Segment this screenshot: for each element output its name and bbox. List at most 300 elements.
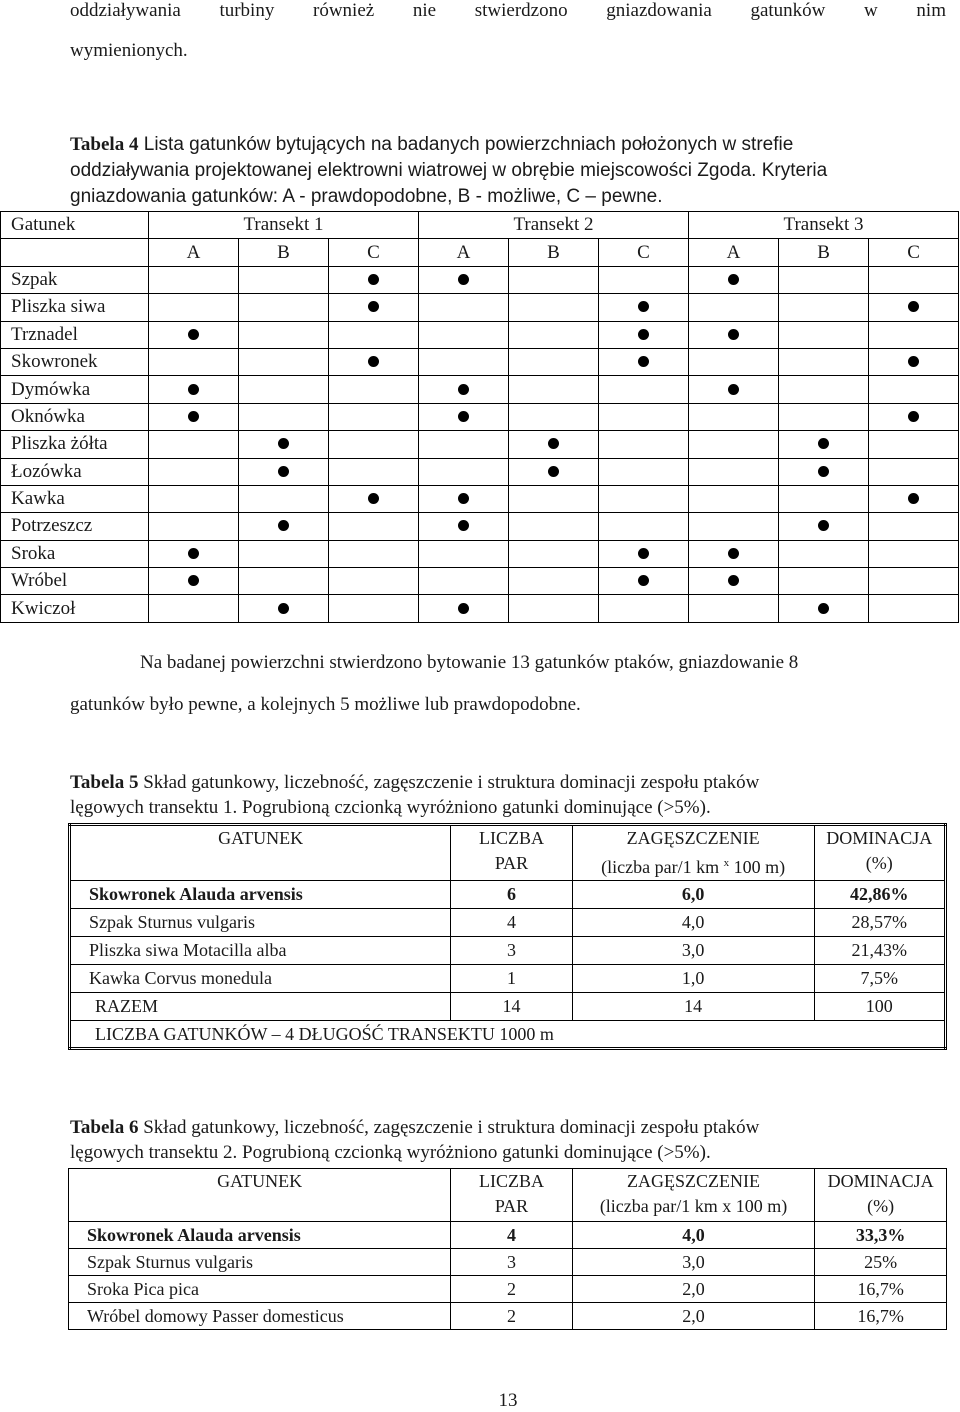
nesting-dot-icon <box>368 493 379 504</box>
nesting-cell <box>419 348 509 375</box>
nesting-cell <box>779 431 869 458</box>
dominance-value: 21,43% <box>814 937 945 965</box>
column-header-density <box>572 1169 814 1222</box>
species-name: Pliszka siwa <box>1 294 149 321</box>
table4-caption-label: Tabela 4 <box>70 134 139 155</box>
nesting-dot-icon <box>188 575 199 586</box>
nesting-cell <box>419 294 509 321</box>
nesting-cell <box>599 540 689 567</box>
nesting-dot-icon <box>728 329 739 340</box>
intro-word: nim <box>916 0 946 21</box>
criterion-header: A <box>149 239 239 266</box>
nesting-dot-icon <box>728 384 739 395</box>
nesting-cell <box>419 321 509 348</box>
nesting-cell <box>239 540 329 567</box>
empty-cell <box>1 239 149 266</box>
header-text <box>573 851 814 880</box>
criterion-header: B <box>509 239 599 266</box>
pairs-value: 1 <box>451 965 572 993</box>
header-text: ZAGĘSZCZENIE <box>626 828 760 848</box>
nesting-cell <box>239 294 329 321</box>
table5-caption-label: Tabela 5 <box>70 772 139 793</box>
nesting-cell <box>689 348 779 375</box>
column-header-transect-1: Transekt 1 <box>149 212 419 239</box>
nesting-cell <box>239 403 329 430</box>
nesting-cell <box>329 348 419 375</box>
nesting-cell <box>509 376 599 403</box>
nesting-cell <box>779 403 869 430</box>
nesting-cell <box>149 568 239 595</box>
nesting-cell <box>689 403 779 430</box>
table-row <box>1 513 959 540</box>
table6-caption-text: Skład gatunkowy, liczebność, zagęszczenie i struktura dominacji zespołu ptaków <box>138 1117 760 1138</box>
table4-caption-text: Lista gatunków bytujących na badanych powierzchniach położonych w strefie <box>138 134 794 155</box>
nesting-cell <box>419 540 509 567</box>
pairs-value: 3 <box>451 937 572 965</box>
nesting-cell <box>509 485 599 512</box>
dominance-value: 42,86% <box>814 881 945 909</box>
page-number: 13 <box>498 1390 518 1411</box>
nesting-cell <box>779 568 869 595</box>
header-text: (%) <box>865 853 893 873</box>
criterion-header: B <box>239 239 329 266</box>
pairs-value: 4 <box>451 1222 573 1249</box>
species-name: Skowronek <box>1 348 149 375</box>
nesting-cell <box>599 485 689 512</box>
table5-caption-text: Skład gatunkowy, liczebność, zagęszczenie i struktura dominacji zespołu ptaków <box>138 772 760 793</box>
nesting-dot-icon <box>368 301 379 312</box>
nesting-cell <box>149 376 239 403</box>
species-name: Skowronek Alauda arvensis <box>69 1222 451 1249</box>
table-row <box>69 1222 947 1249</box>
nesting-cell <box>419 595 509 622</box>
nesting-cell <box>779 485 869 512</box>
species-name: Oknówka <box>1 403 149 430</box>
nesting-cell <box>599 348 689 375</box>
nesting-cell <box>779 321 869 348</box>
density-value: 3,0 <box>572 937 814 965</box>
nesting-cell <box>509 294 599 321</box>
nesting-cell <box>599 595 689 622</box>
species-name: Dymówka <box>1 376 149 403</box>
summary-line-2: gatunków było pewne, a kolejnych 5 możliwe lub prawdopodobne. <box>70 694 581 715</box>
nesting-dot-icon <box>818 520 829 531</box>
table4-caption-text: gniazdowania gatunków: A - prawdopodobne, B - możliwe, C – pewne. <box>70 186 663 207</box>
table4-caption <box>70 132 950 210</box>
intro-word: stwierdzono <box>474 0 568 21</box>
nesting-cell <box>869 403 959 430</box>
transect-1-table <box>68 823 947 1050</box>
nesting-cell <box>239 485 329 512</box>
pairs-value: 2 <box>451 1303 573 1330</box>
dominance-value: 25% <box>815 1249 947 1276</box>
nesting-cell <box>329 485 419 512</box>
table-row <box>1 348 959 375</box>
nesting-cell <box>509 595 599 622</box>
column-header-dominance <box>815 1169 947 1222</box>
nesting-dot-icon <box>638 548 649 559</box>
nesting-cell <box>329 321 419 348</box>
nesting-cell <box>149 458 239 485</box>
nesting-cell <box>869 376 959 403</box>
nesting-dot-icon <box>278 438 289 449</box>
dominance-value: 28,57% <box>814 909 945 937</box>
table-row <box>70 937 946 965</box>
intro-word: nie <box>412 0 437 21</box>
nesting-cell <box>329 458 419 485</box>
dominance-value: 16,7% <box>815 1276 947 1303</box>
column-header-species: GATUNEK <box>69 1169 451 1222</box>
nesting-cell <box>599 294 689 321</box>
intro-line-2: wymienionych. <box>70 40 188 61</box>
dominance-value: 33,3% <box>815 1222 947 1249</box>
header-text: (%) <box>867 1196 895 1216</box>
nesting-cell <box>509 266 599 293</box>
nesting-cell <box>869 458 959 485</box>
nesting-cell <box>329 403 419 430</box>
intro-word: gatunków <box>750 0 826 21</box>
total-pairs: 14 <box>451 993 572 1021</box>
nesting-dot-icon <box>908 493 919 504</box>
nesting-cell <box>689 540 779 567</box>
nesting-cell <box>689 485 779 512</box>
nesting-cell <box>419 266 509 293</box>
species-name: Pliszka siwa Motacilla alba <box>70 937 451 965</box>
nesting-cell <box>869 513 959 540</box>
nesting-cell <box>599 376 689 403</box>
criterion-header: C <box>329 239 419 266</box>
nesting-dot-icon <box>638 575 649 586</box>
table4-caption-text: oddziaływania projektowanej elektrowni wiatrowej w obrębie miejscowości Zgoda. Kryteria <box>70 160 828 181</box>
species-name: Trznadel <box>1 321 149 348</box>
table6-caption <box>70 1115 950 1165</box>
nesting-cell <box>779 540 869 567</box>
table-row <box>1 266 959 293</box>
nesting-cell <box>149 294 239 321</box>
header-text: (liczba par/1 km x 100 m) <box>599 1196 788 1216</box>
nesting-cell <box>419 568 509 595</box>
nesting-dot-icon <box>458 411 469 422</box>
nesting-cell <box>329 540 419 567</box>
total-label: RAZEM <box>70 993 451 1021</box>
table-header-row <box>1 212 959 239</box>
nesting-dot-icon <box>458 274 469 285</box>
table-row <box>70 881 946 909</box>
nesting-cell <box>599 403 689 430</box>
nesting-dot-icon <box>548 438 559 449</box>
species-name: Skowronek Alauda arvensis <box>70 881 451 909</box>
nesting-dot-icon <box>638 329 649 340</box>
nesting-cell <box>869 321 959 348</box>
intro-word: oddziaływania <box>70 0 181 21</box>
nesting-cell <box>779 376 869 403</box>
nesting-dot-icon <box>278 520 289 531</box>
nesting-cell <box>869 485 959 512</box>
table-row <box>1 568 959 595</box>
nesting-cell <box>689 431 779 458</box>
nesting-cell <box>239 266 329 293</box>
nesting-dot-icon <box>728 274 739 285</box>
nesting-dot-icon <box>278 603 289 614</box>
table-header-row <box>70 825 946 881</box>
nesting-cell <box>689 376 779 403</box>
nesting-dot-icon <box>458 603 469 614</box>
nesting-table <box>0 211 959 623</box>
nesting-cell <box>509 348 599 375</box>
nesting-dot-icon <box>818 603 829 614</box>
density-value: 6,0 <box>572 881 814 909</box>
nesting-cell <box>689 513 779 540</box>
table-row <box>1 294 959 321</box>
nesting-cell <box>509 431 599 458</box>
nesting-cell <box>239 376 329 403</box>
total-row <box>70 993 946 1021</box>
nesting-cell <box>779 513 869 540</box>
table5-caption-text: lęgowych transektu 1. Pogrubioną czcionką wyróżniono gatunki dominujące (>5%). <box>70 797 711 818</box>
nesting-cell <box>149 348 239 375</box>
criterion-header: C <box>599 239 689 266</box>
nesting-cell <box>329 595 419 622</box>
nesting-cell <box>419 403 509 430</box>
dominance-value: 16,7% <box>815 1303 947 1330</box>
nesting-dot-icon <box>188 411 199 422</box>
nesting-dot-icon <box>458 493 469 504</box>
density-value: 2,0 <box>572 1303 814 1330</box>
nesting-cell <box>329 513 419 540</box>
nesting-cell <box>869 540 959 567</box>
header-text-part: x <box>723 857 730 869</box>
species-name: Wróbel domowy Passer domesticus <box>69 1303 451 1330</box>
nesting-cell <box>329 266 419 293</box>
header-text: PAR <box>494 1196 529 1216</box>
nesting-cell <box>689 458 779 485</box>
column-header-pairs <box>451 825 572 881</box>
nesting-cell <box>239 321 329 348</box>
nesting-cell <box>239 568 329 595</box>
species-name: Łozówka <box>1 458 149 485</box>
nesting-cell <box>329 431 419 458</box>
table-row <box>1 321 959 348</box>
nesting-dot-icon <box>638 301 649 312</box>
criterion-header: A <box>419 239 509 266</box>
nesting-cell <box>419 431 509 458</box>
nesting-dot-icon <box>188 548 199 559</box>
header-text: DOMINACJA <box>827 1171 934 1191</box>
nesting-dot-icon <box>908 356 919 367</box>
table-row <box>1 376 959 403</box>
column-header-species: Gatunek <box>1 212 149 239</box>
header-text: LICZBA <box>479 828 544 848</box>
nesting-cell <box>329 294 419 321</box>
nesting-cell <box>599 568 689 595</box>
nesting-cell <box>689 595 779 622</box>
nesting-cell <box>149 403 239 430</box>
species-name: Wróbel <box>1 568 149 595</box>
table5-caption <box>70 770 950 820</box>
nesting-cell <box>869 431 959 458</box>
species-count-and-length: LICZBA GATUNKÓW – 4 DŁUGOŚĆ TRANSEKTU 1000 m <box>70 1021 946 1049</box>
nesting-cell <box>239 458 329 485</box>
species-name: Szpak <box>1 266 149 293</box>
header-text: PAR <box>494 853 529 873</box>
table-row <box>1 431 959 458</box>
summary-line-1: Na badanej powierzchni stwierdzono bytowanie 13 gatunków ptaków, gniazdowanie 8 <box>140 652 799 673</box>
intro-word: w <box>864 0 878 21</box>
nesting-cell <box>599 458 689 485</box>
transect-2-table <box>68 1168 947 1330</box>
pairs-value: 4 <box>451 909 572 937</box>
nesting-dot-icon <box>458 384 469 395</box>
species-name: Kwiczoł <box>1 595 149 622</box>
header-text: ZAGĘSZCZENIE <box>627 1171 761 1191</box>
nesting-cell <box>509 513 599 540</box>
nesting-dot-icon <box>908 411 919 422</box>
species-name: Szpak Sturnus vulgaris <box>69 1249 451 1276</box>
nesting-cell <box>149 431 239 458</box>
table-row <box>69 1303 947 1330</box>
table6-caption-label: Tabela 6 <box>70 1117 139 1138</box>
species-name: Sroka Pica pica <box>69 1276 451 1303</box>
nesting-cell <box>239 595 329 622</box>
column-header-dominance <box>814 825 945 881</box>
table-row <box>1 595 959 622</box>
nesting-dot-icon <box>188 329 199 340</box>
nesting-cell <box>689 266 779 293</box>
table-row <box>70 965 946 993</box>
nesting-cell <box>419 513 509 540</box>
nesting-dot-icon <box>278 466 289 477</box>
nesting-cell <box>149 485 239 512</box>
nesting-cell <box>599 513 689 540</box>
nesting-cell <box>869 294 959 321</box>
nesting-cell <box>509 458 599 485</box>
header-text-part: 100 m) <box>729 857 786 877</box>
table-header-row <box>69 1169 947 1222</box>
nesting-dot-icon <box>638 356 649 367</box>
pairs-value: 3 <box>451 1249 573 1276</box>
nesting-dot-icon <box>368 356 379 367</box>
nesting-cell <box>149 266 239 293</box>
criterion-header: B <box>779 239 869 266</box>
dominance-value: 7,5% <box>814 965 945 993</box>
table-row <box>69 1249 947 1276</box>
table-row <box>70 909 946 937</box>
intro-word: również <box>313 0 375 21</box>
species-name: Potrzeszcz <box>1 513 149 540</box>
nesting-cell <box>419 485 509 512</box>
nesting-cell <box>329 568 419 595</box>
density-value: 3,0 <box>572 1249 814 1276</box>
nesting-cell <box>239 348 329 375</box>
column-header-density <box>572 825 814 881</box>
intro-word: turbiny <box>219 0 275 21</box>
nesting-cell <box>509 403 599 430</box>
nesting-dot-icon <box>818 438 829 449</box>
nesting-cell <box>599 266 689 293</box>
table-row <box>1 403 959 430</box>
header-text-part: (liczba par/1 km <box>601 857 724 877</box>
table-row <box>69 1276 947 1303</box>
intro-word: gniazdowania <box>606 0 712 21</box>
nesting-cell <box>869 348 959 375</box>
density-value: 1,0 <box>572 965 814 993</box>
nesting-dot-icon <box>548 466 559 477</box>
header-text: DOMINACJA <box>826 828 933 848</box>
species-name: Sroka <box>1 540 149 567</box>
nesting-cell <box>149 513 239 540</box>
nesting-dot-icon <box>188 384 199 395</box>
nesting-dot-icon <box>728 575 739 586</box>
header-text: LICZBA <box>479 1171 545 1191</box>
nesting-cell <box>149 321 239 348</box>
nesting-cell <box>869 595 959 622</box>
pairs-value: 2 <box>451 1276 573 1303</box>
species-name: Kawka Corvus monedula <box>70 965 451 993</box>
criterion-header: A <box>689 239 779 266</box>
nesting-dot-icon <box>908 301 919 312</box>
total-dominance: 100 <box>814 993 945 1021</box>
species-name: Szpak Sturnus vulgaris <box>70 909 451 937</box>
nesting-cell <box>419 376 509 403</box>
density-value: 2,0 <box>572 1276 814 1303</box>
nesting-cell <box>779 595 869 622</box>
column-header-pairs <box>451 1169 573 1222</box>
nesting-dot-icon <box>818 466 829 477</box>
nesting-dot-icon <box>728 548 739 559</box>
nesting-cell <box>509 321 599 348</box>
table-row <box>1 458 959 485</box>
nesting-cell <box>509 540 599 567</box>
criterion-header: C <box>869 239 959 266</box>
nesting-cell <box>599 321 689 348</box>
column-header-species: GATUNEK <box>70 825 451 881</box>
nesting-dot-icon <box>368 274 379 285</box>
density-value: 4,0 <box>572 1222 814 1249</box>
nesting-cell <box>869 568 959 595</box>
density-value: 4,0 <box>572 909 814 937</box>
species-name: Pliszka żółta <box>1 431 149 458</box>
nesting-cell <box>149 595 239 622</box>
nesting-cell <box>779 348 869 375</box>
footer-row <box>70 1021 946 1049</box>
nesting-cell <box>779 266 869 293</box>
pairs-value: 6 <box>451 881 572 909</box>
table-subheader-row <box>1 239 959 266</box>
nesting-cell <box>689 294 779 321</box>
nesting-cell <box>149 540 239 567</box>
nesting-dot-icon <box>458 520 469 531</box>
nesting-cell <box>239 431 329 458</box>
nesting-cell <box>689 321 779 348</box>
intro-line-1 <box>70 0 946 22</box>
nesting-cell <box>779 458 869 485</box>
nesting-cell <box>869 266 959 293</box>
species-name: Kawka <box>1 485 149 512</box>
nesting-cell <box>239 513 329 540</box>
column-header-transect-3: Transekt 3 <box>689 212 959 239</box>
nesting-cell <box>689 568 779 595</box>
nesting-cell <box>509 568 599 595</box>
nesting-cell <box>419 458 509 485</box>
nesting-cell <box>329 376 419 403</box>
table-row <box>1 540 959 567</box>
column-header-transect-2: Transekt 2 <box>419 212 689 239</box>
table-row <box>1 485 959 512</box>
total-density: 14 <box>572 993 814 1021</box>
table6-caption-text: lęgowych transektu 2. Pogrubioną czcionką wyróżniono gatunki dominujące (>5%). <box>70 1142 711 1163</box>
nesting-cell <box>599 431 689 458</box>
nesting-cell <box>779 294 869 321</box>
